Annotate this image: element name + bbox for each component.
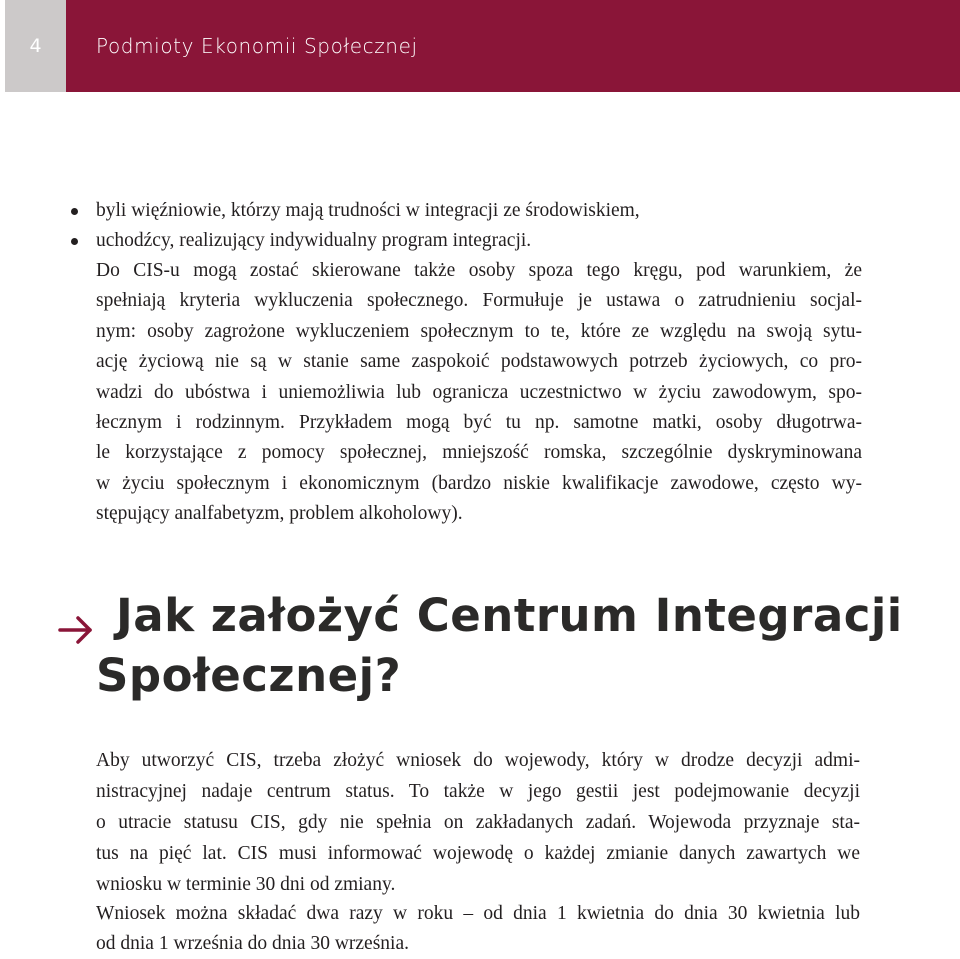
paragraph-line: le korzystające z pomocy społecznej, mniejszość romska, szczególnie dyskryminowana xyxy=(96,442,862,464)
page-header xyxy=(0,0,960,92)
section-heading xyxy=(58,586,903,706)
paragraph-line: stępujący analfabetyzm, problem alkoholowy). xyxy=(96,503,463,525)
paragraph-line: ację życiową nie są w stanie same zaspokoić podstawowych potrzeb życiowych, co pro- xyxy=(96,351,862,373)
paragraph-line: spełniają kryteria wykluczenia społecznego. Formułuje je ustawa o zatrudnieniu socjal- xyxy=(96,290,862,312)
list-item-text: uchodźcy, realizujący indywidualny program integracji. xyxy=(96,230,532,251)
list-item xyxy=(70,196,640,226)
paragraph-line: w życiu społecznym i ekonomicznym (bardzo niskie kwalifikacje zawodowe, często wy- xyxy=(96,472,862,494)
running-title: Podmioty Ekonomii Społecznej xyxy=(96,34,418,58)
paragraph-line: nistracyjnej nadaje centrum status. To także w jego gestii jest podejmowanie decyzji xyxy=(96,781,860,802)
page-number: 4 xyxy=(5,0,66,92)
paragraph-line: Aby utworzyć CIS, trzeba złożyć wniosek do wojewody, który w drodze decyzji admi- xyxy=(96,750,860,771)
running-title-bar xyxy=(66,0,960,92)
list-item-text: byli więźniowie, którzy mają trudności w integracji ze środowiskiem, xyxy=(96,200,640,221)
paragraph-line: Wniosek można składać dwa razy w roku – od dnia 1 kwietnia do dnia 30 kwietnia lub xyxy=(96,903,860,924)
section-heading-line1: Jak założyć Centrum Integracji xyxy=(116,589,903,642)
bullet-list xyxy=(70,196,640,256)
paragraph-line: wniosku w terminie 30 dni od zmiany. xyxy=(96,874,396,895)
paragraph-line: wadzi do ubóstwa i uniemożliwia lub ogranicza uczestnictwo w życiu zawodowym, spo- xyxy=(96,381,862,403)
arrow-right-icon xyxy=(58,600,94,630)
paragraph-line: tus na pięć lat. CIS musi informować wojewodę o każdej zmianie danych zawartych we xyxy=(96,843,860,864)
paragraph-line: Do CIS-u mogą zostać skierowane także osoby spoza tego kręgu, pod warunkiem, że xyxy=(96,260,862,281)
section-heading-line2: Społecznej? xyxy=(96,649,402,702)
bullet-icon xyxy=(71,208,78,215)
paragraph-line: o utracie statusu CIS, gdy nie spełnia on zakładanych zadań. Wojewoda przyznaje sta- xyxy=(96,812,860,833)
body-paragraph xyxy=(96,745,860,900)
body-paragraph xyxy=(96,899,860,959)
body-paragraph xyxy=(96,256,862,530)
paragraph-line: łecznym i rodzinnym. Przykładem mogą być tu np. samotne matki, osoby długotrwa- xyxy=(96,412,862,434)
list-item xyxy=(70,226,640,256)
bullet-icon xyxy=(71,238,78,245)
paragraph-line: od dnia 1 września do dnia 30 września. xyxy=(96,933,409,954)
paragraph-line: nym: osoby zagrożone wykluczeniem społecznym to te, które ze względu na swoją sytu- xyxy=(96,320,862,342)
